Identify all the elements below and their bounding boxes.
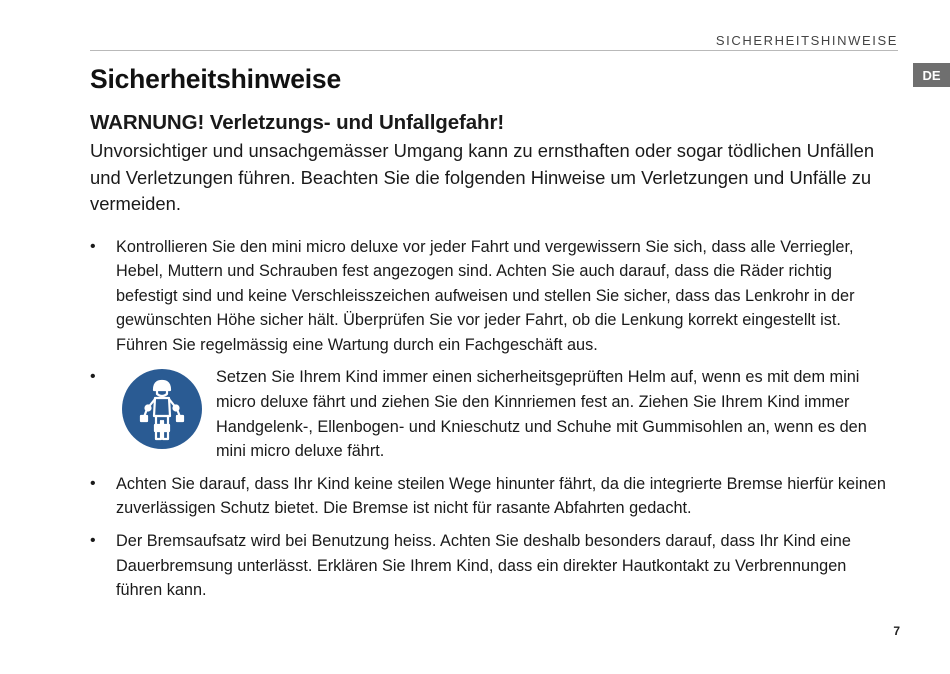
list-item [90,529,890,603]
bullet: • [90,368,96,386]
list-item-text: Setzen Sie Ihrem Kind immer einen sicherheitsgeprüften Helm auf, wenn es mit dem mini micro deluxe fährt und ziehen Sie den Kinnriemen fest an. Ziehen Sie Ihrem Kind immer Handgelenk-, Ellenbogen- und Knieschutz und Schuhe mit Gummisohlen an, wenn es den mini micro deluxe fährt. [216,368,867,461]
bullet: • [90,474,96,492]
list-item [90,235,890,358]
page-number: 7 [893,624,900,638]
page-title: Sicherheitshinweise [90,64,341,94]
running-header: SICHERHEITSHINWEISE [715,33,898,48]
list-item-text: Kontrollieren Sie den mini micro deluxe vor jeder Fahrt und vergewissern Sie sich, dass alle Verriegler, Hebel, Muttern und Schrauben fest angezogen sind. Achten Sie auch darauf, dass die Räder richtig befestigt sind und keine Verschleisszeichen aufweisen und stellen Sie sicher, dass das Lenkrohr in der gewünschten Höhe sicher hält. Überprüfen Sie vor jeder Fahrt, ob die Lenkung korrekt eingestellt ist. Führen Sie regelmässig eine Wartung durch ein Fachgeschäft aus. [116,237,855,354]
list-item [90,365,890,463]
list-item-text: Achten Sie darauf, dass Ihr Kind keine steilen Wege hinunter fährt, da die integrierte Bremse hierfür keinen zuverlässigen Schutz bietet. Die Bremse ist nicht für rasante Abfahrten gedacht. [116,474,886,518]
bullet: • [90,532,96,550]
warning-title: WARNUNG! Verletzungs- und Unfallgefahr! [90,111,505,134]
protective-gear-pictogram-icon [122,369,202,449]
safety-list [90,235,890,603]
page-content [90,62,890,611]
list-item-text: Der Bremsaufsatz wird bei Benutzung heiss. Achten Sie deshalb besonders darauf, dass Ihr Kind eine Dauerbremsung unterlässt. Erklären Sie Ihrem Kind, dass ein direkter Hautkontakt zu Verbrennungen führen kann. [116,532,851,600]
header-divider [90,50,898,51]
intro-paragraph: Unvorsichtiger und unsachgemässer Umgang kann zu ernsthaften oder sogar tödlichen Unfällen und Verletzungen führen. Beachten Sie die folgenden Hinweise um Verletzungen und Unfälle zu vermeiden. [90,140,875,214]
bullet: • [90,237,96,255]
list-item [90,472,890,521]
language-tab: DE [913,63,950,87]
